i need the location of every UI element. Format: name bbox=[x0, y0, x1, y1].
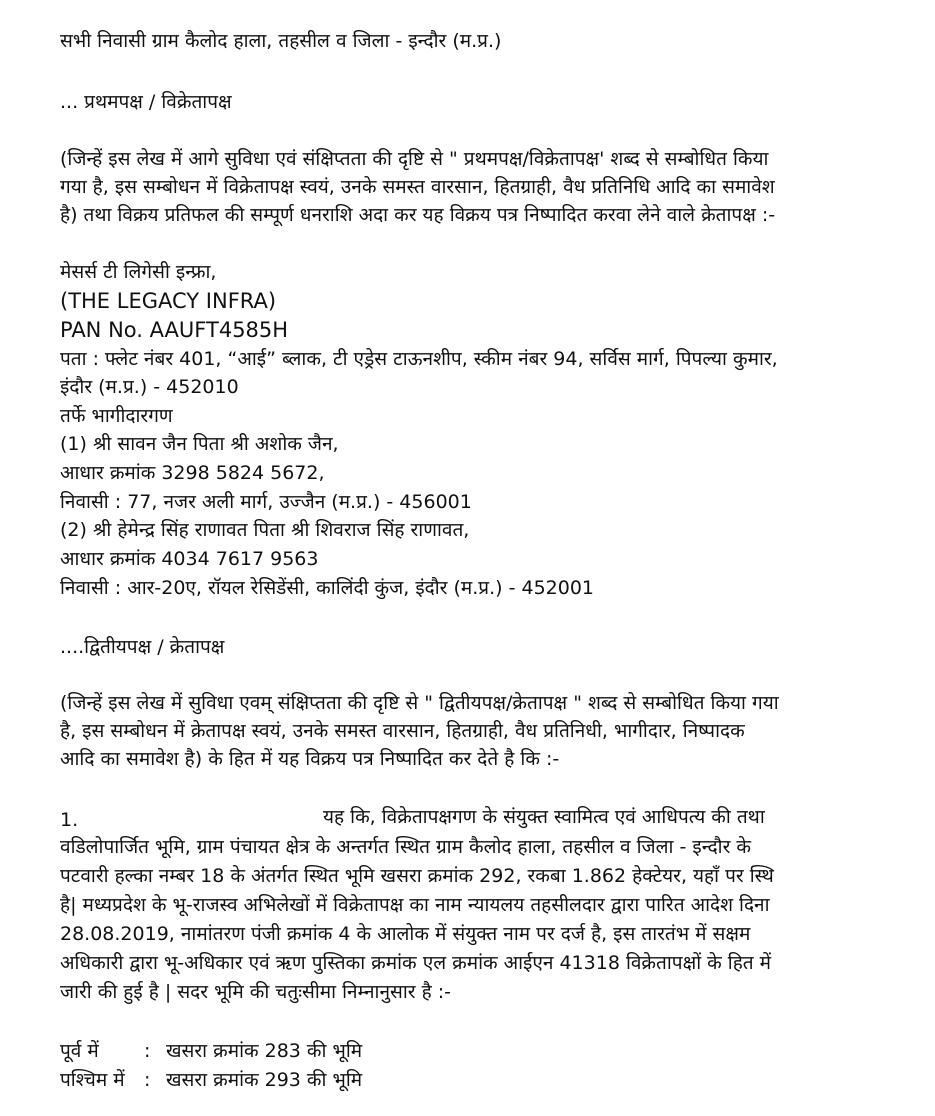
buyer-address-line2: इंदौर (म.प्र.) - 452010 bbox=[60, 376, 239, 398]
paragraph-line: (जिन्हें इस लेख में आगे सुविधा एवं संक्षिप्तता की दृष्टि से " प्रथमपक्ष/विक्रेतापक्ष' शब्द से सम्बोधित किया bbox=[60, 148, 769, 170]
first-party-heading: ... प्रथमपक्ष / विक्रेतापक्ष bbox=[60, 91, 232, 113]
boundary-value: खसरा क्रमांक 283 की भूमि bbox=[166, 1040, 363, 1062]
buyer-address-line1: पता : फ्लेट नंबर 401, “आई” ब्लाक, टी एड्रेस टाऊनशीप, स्कीम नंबर 94, सर्विस मार्ग, पिपल्या कुमार, bbox=[60, 348, 778, 370]
paragraph-line: गया है, इस सम्बोधन में विक्रेतापक्ष स्वयं, उनके समस्त वारसान, हितग्राही, वैध प्रतिनिधि आदि का समावेश bbox=[60, 176, 775, 198]
clause-line: पटवारी हल्का नम्बर 18 के अंतर्गत स्थित भूमि खसरा क्रमांक 292, रकबा 1.862 हेक्टेयर, यहाँ पर स्थि bbox=[60, 865, 774, 887]
boundary-colon: : bbox=[144, 1040, 151, 1062]
boundary-direction: पूर्व में bbox=[60, 1040, 99, 1062]
clause-first-line: यह कि, विक्रेतापक्षगण के संयुक्त स्वामित्व एवं आधिपत्य की तथा bbox=[323, 806, 765, 828]
paragraph-line: (जिन्हें इस लेख में सुविधा एवम् संक्षिप्तता की दृष्टि से " द्वितीयपक्ष/क्रेतापक्ष " शब्द से सम्बोधित किया गया bbox=[60, 692, 779, 714]
partners-heading: तर्फे भागीदारगण bbox=[60, 405, 173, 427]
clause-line: है| मध्यप्रदेश के भू-राजस्व अभिलेखों में विक्रेतापक्ष का नाम न्यायलय तहसीलदार द्वारा पारित आदेश दिना bbox=[60, 894, 770, 916]
paragraph-line: है) तथा विक्रय प्रतिफल की सम्पूर्ण धनराशि अदा कर यह विक्रय पत्र निष्पादित करवा लेने वाले क्रेतापक्ष :- bbox=[60, 204, 776, 226]
partner2-name: (2) श्री हेमेन्द्र सिंह राणावत पिता श्री शिवराज सिंह राणावत, bbox=[60, 519, 470, 541]
residence-line: सभी निवासी ग्राम कैलोद हाला, तहसील व जिला - इन्दौर (म.प्र.) bbox=[60, 30, 502, 52]
buyer-pan: PAN No. AAUFT4585H bbox=[60, 318, 289, 342]
boundary-direction: पश्चिम में bbox=[60, 1069, 125, 1091]
paragraph-line: है, इस सम्बोधन में क्रेतापक्ष स्वयं, उनके समस्त वारसान, हितग्राही, वैध प्रतिनिधी, भागीदार, निष्पादक bbox=[60, 720, 745, 742]
partner2-address: निवासी : आर-20ए, रॉयल रेसिडेंसी, कालिंदी कुंज, इंदौर (म.प्र.) - 452001 bbox=[60, 577, 595, 599]
boundary-value: खसरा क्रमांक 293 की भूमि bbox=[166, 1069, 363, 1091]
boundary-row-west bbox=[60, 1066, 362, 1094]
clause-line: अधिकारी द्वारा भू-अधिकार एवं ऋण पुस्तिका क्रमांक एल क्रमांक आईएन 41318 विक्रेतापक्षों के हित में bbox=[60, 952, 772, 974]
buyer-name-hindi: मेसर्स टी लिगेसी इन्फ्रा, bbox=[60, 261, 217, 283]
partner1-address: निवासी : 77, नजर अली मार्ग, उज्जैन (म.प्र.) - 456001 bbox=[60, 491, 472, 513]
boundary-colon: : bbox=[144, 1069, 151, 1091]
partner1-aadhaar: आधार क्रमांक 3298 5824 5672, bbox=[60, 462, 325, 484]
clause-line: वडिलोपार्जित भूमि, ग्राम पंचायत क्षेत्र के अन्तर्गत स्थित ग्राम कैलोद हाला, तहसील व जिला - इन्दौर के bbox=[60, 836, 752, 858]
paragraph-line: आदि का समावेश है) के हित में यह विक्रय पत्र निष्पादित कर देते है कि :- bbox=[60, 748, 560, 770]
boundary-row-east bbox=[60, 1037, 362, 1065]
clause-number: 1. bbox=[60, 809, 79, 831]
second-party-heading: ....द्वितीयपक्ष / क्रेतापक्ष bbox=[60, 636, 225, 658]
buyer-name-english: (THE LEGACY INFRA) bbox=[60, 289, 277, 313]
clause-line: 28.08.2019, नामांतरण पंजी क्रमांक 4 के आलोक में संयुक्त नाम पर दर्ज है, इस तारतंभ में सक्षम bbox=[60, 923, 751, 945]
partner1-name: (1) श्री सावन जैन पिता श्री अशोक जैन, bbox=[60, 433, 339, 455]
partner2-aadhaar: आधार क्रमांक 4034 7617 9563 bbox=[60, 548, 319, 570]
clause-line: जारी की हुई है | सदर भूमि की चतुःसीमा निम्नानुसार है :- bbox=[60, 981, 451, 1003]
